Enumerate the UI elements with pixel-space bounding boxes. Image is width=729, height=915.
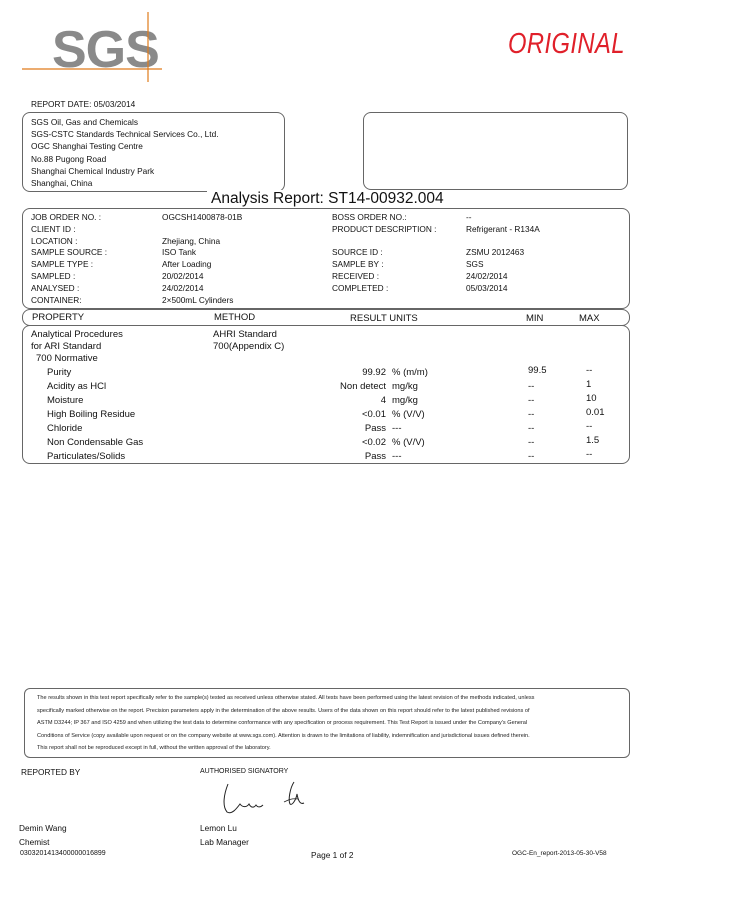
disclaimer-line: ASTM D3244; IP 367 and ISO 4259 and when utilizing the test data to determine conformance with any specification or process requirement. This Test Report is issued under the Company's General [37,720,528,726]
procedure-block [31,329,123,365]
original-stamp: ORIGINAL [508,28,625,60]
info-row [332,224,622,236]
result-max: 0.01 [586,407,605,418]
disclaimer-line: This report shall not be reproduced except in full, without the written approval of the laboratory. [37,745,271,751]
info-row [332,236,622,248]
info-value: ZSMU 2012463 [466,247,525,258]
disclaimer-line: Conditions of Service (copy available upon request or on the company website at www.sgs.com). Attention is drawn to the limitations of liability, indemnification and jurisdictional issues defined therein. [37,732,530,739]
info-row [31,259,331,271]
result-min: -- [528,423,535,434]
result-row [23,408,629,422]
info-label: SAMPLE SOURCE : [31,247,108,258]
disclaimer-box [24,688,630,758]
procedure-line-3: 700 Normative [36,353,98,364]
info-value: -- [466,212,472,222]
result-value: 4 [380,395,386,406]
procedure-line-2: for ARI Standard [31,341,102,352]
result-value: <0.02 [361,437,386,448]
disclaimer-text [37,692,627,755]
result-unit: mg/kg [392,395,418,406]
info-label [332,236,466,248]
info-label: LOCATION : [31,235,78,246]
authorised-heading: AUTHORISED SIGNATORY [200,768,289,775]
result-row [23,450,629,464]
info-row [31,247,331,259]
result-row [23,422,629,436]
info-value: 24/02/2014 [466,270,508,281]
result-property: Particulates/Solids [47,451,126,462]
result-value: 99.92 [362,367,386,378]
result-property: High Boiling Residue [47,409,136,420]
signature-image [218,778,318,820]
result-row [23,436,629,450]
sgs-logo-text: SGS [52,21,159,79]
info-row [332,283,622,295]
client-address-box [363,112,628,190]
result-value: Non detect [340,381,386,392]
lab-address-line: OGC Shanghai Testing Centre [31,141,143,152]
result-property: Purity [47,367,72,378]
info-value: Refrigerant - R134A [466,223,540,234]
header-method: METHOD [214,312,256,323]
reported-by-heading: REPORTED BY [21,767,81,777]
result-property: Non Condensable Gas [47,437,144,448]
signatory-name: Lemon Lu [200,823,237,833]
sample-info-right [332,212,622,295]
info-row [31,295,331,307]
reporter-name: Demin Wang [19,823,67,833]
report-title [207,190,448,208]
lab-address-line: SGS-CSTC Standards Technical Services Co., Ltd. [31,129,219,140]
result-unit: % (V/V) [392,409,425,420]
result-property: Acidity as HCl [47,381,107,392]
disclaimer-line: The results shown in this test report specifically refer to the sample(s) tested as received unless otherwise stated. All tests have been performed using the latest revision of the methods indicated, unless [37,695,535,701]
info-value: OGCSH1400878-01B [162,212,243,222]
header-min: MIN [526,313,544,324]
info-row [332,247,622,259]
result-unit: % (V/V) [392,437,425,448]
lab-address-line: SGS Oil, Gas and Chemicals [31,117,138,127]
result-value: Pass [364,451,386,462]
info-row [31,236,331,248]
results-rows [23,366,629,464]
info-label: ANALYSED : [31,282,80,293]
info-row [31,224,331,236]
header-result-units: RESULT UNITS [350,313,418,324]
results-box [22,325,630,464]
header-property: PROPERTY [32,312,85,323]
method-block [213,329,284,353]
sample-info-left [31,212,331,306]
info-value: 20/02/2014 [162,270,204,281]
lab-address-lines [31,116,219,189]
info-row [332,271,622,283]
result-max: 10 [586,393,597,404]
info-value: After Loading [162,259,212,270]
signature-scribble [218,778,318,820]
result-min: -- [528,395,535,406]
info-label: SAMPLED : [31,270,76,281]
info-label: JOB ORDER NO. : [31,212,102,222]
info-row [31,212,331,224]
lab-address-line: Shanghai Chemical Industry Park [31,165,155,176]
result-max: 1.5 [586,435,600,446]
result-min: -- [528,409,535,420]
info-row [31,271,331,283]
lab-address-line: No.88 Pugong Road [31,153,107,164]
info-label: CONTAINER: [31,294,82,305]
info-label: SAMPLE BY : [332,259,384,270]
result-max: 1 [586,379,592,390]
result-unit: --- [392,423,402,434]
info-value: SGS [466,259,484,270]
result-min: -- [528,437,535,448]
result-unit: --- [392,451,402,462]
info-value: 24/02/2014 [162,282,204,293]
result-max: -- [586,421,593,432]
result-row [23,394,629,408]
result-row [23,380,629,394]
info-label: SOURCE ID : [332,247,383,258]
report-date: REPORT DATE: 05/03/2014 [31,99,136,109]
page-number: Page 1 of 2 [311,850,354,860]
info-row [31,283,331,295]
info-label: RECEIVED : [332,270,380,281]
info-value: Zhejiang, China [162,235,221,246]
signatory-title: Lab Manager [200,837,249,847]
sgs-logo [22,12,162,82]
info-value: 2×500mL Cylinders [162,294,234,305]
info-label: BOSS ORDER NO.: [332,212,407,222]
result-min: -- [528,381,535,392]
info-label: CLIENT ID : [31,223,76,234]
method-line-1: AHRI Standard [213,329,277,340]
sample-info-box [22,208,630,309]
procedure-line-1: Analytical Procedures [31,329,123,340]
info-value: ISO Tank [162,247,196,258]
report-title-text: Analysis Report: ST14-00932.004 [211,190,444,207]
info-row [332,259,622,271]
info-row [332,212,622,224]
method-line-2: 700(Appendix C) [213,341,285,352]
info-label: SAMPLE TYPE : [31,259,94,270]
info-value: 05/03/2014 [466,282,508,293]
header-max: MAX [579,313,600,324]
result-property: Moisture [47,395,84,406]
form-code: OGC-En_report-2013-05-30-V58 [512,850,607,857]
result-property: Chloride [47,423,83,434]
result-min: 99.5 [528,365,547,376]
info-label: PRODUCT DESCRIPTION : [332,223,437,234]
result-row [23,366,629,380]
info-label: COMPLETED : [332,282,389,293]
sgs-logo-graphic [22,12,162,82]
result-max: -- [586,365,593,376]
lab-address-line: Shanghai, China [31,178,93,189]
reporter-code: 0303201413400000016899 [20,850,106,857]
result-value: Pass [364,423,386,434]
result-max: -- [586,449,593,460]
result-min: -- [528,451,535,462]
result-unit: mg/kg [392,381,418,392]
result-value: <0.01 [361,409,386,420]
lab-address-box [22,112,285,192]
result-unit: % (m/m) [392,367,428,378]
results-header-bar [22,309,630,326]
reporter-title: Chemist [19,837,50,847]
disclaimer-line: specifically marked otherwise on the report. Precision parameters apply in the determination of the above results. Users of the data shown on this report should refer to the latest published revisions of [37,707,530,714]
